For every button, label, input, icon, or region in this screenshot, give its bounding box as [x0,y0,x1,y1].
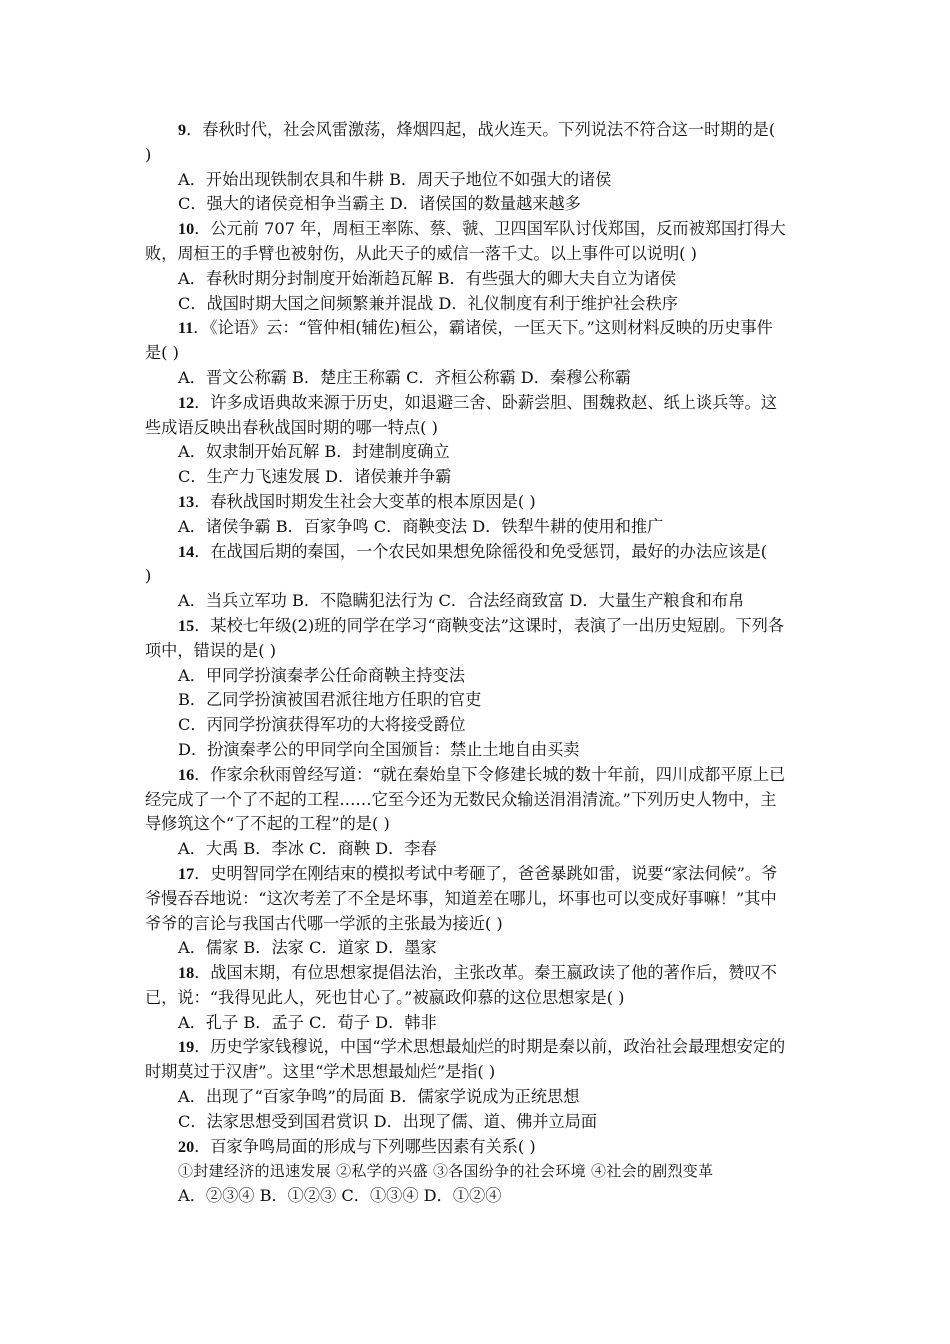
answer-options: A．诸侯争霸 B．百家争鸣 C．商鞅变法 D．铁犁牛耕的使用和推广 [178,516,664,536]
question-text: 爷爷的言论与我国古代哪一学派的主张最为接近( ) [145,913,503,933]
question-stem-continued [145,416,810,441]
question-stem-continued [145,788,810,813]
question-number: 18 [178,964,195,983]
question-text: ．历史学家钱穆说，中国“学术思想最灿烂的时期是秦以前，政治社会最理想安定的 [194,1037,786,1057]
question-number: 12 [178,393,195,412]
question-stem [145,316,810,341]
question-12 [145,391,810,490]
question-stem [145,763,810,788]
question-stem [145,118,810,143]
question-text: ．百家争鸣局面的形成与下列哪些因素有关系( ) [194,1136,536,1156]
question-text: 项中，错误的是( ) [145,640,277,660]
question-number: 14 [178,542,195,561]
answer-options: A．晋文公称霸 B．楚庄王称霸 C．齐桓公称霸 D．秦穆公称霸 [178,367,631,387]
question-number: 17 [178,864,195,883]
question-15 [145,614,810,763]
question-stem [145,391,810,416]
answer-options: C．法家思想受到国君赏识 D．出现了儒、道、佛并立局面 [178,1111,598,1131]
question-stem-continued [145,812,810,837]
question-10 [145,217,810,316]
question-text: 败，周桓王的手臂也被射伤，从此天子的威信一落千丈。以上事件可以说明( ) [145,243,697,263]
question-number: 9 [178,121,187,139]
question-text: ．史明智同学在刚结束的模拟考试中考砸了，爸爸暴跳如雷，说要“家法伺候”。爷 [194,863,778,883]
question-stem [145,217,810,242]
question-text: ．某校七年级(2)班的同学在学习“商鞅变法”这课时，表演了一出历史短剧。下列各 [194,615,785,635]
question-text: ．春秋时代，社会风雷激荡，烽烟四起，战火连天。下列说法不符合这一时期的是( [186,120,776,139]
question-text: 时期莫过于汉唐”。这里“学术思想最灿烂”是指( ) [145,1062,496,1082]
question-number: 16 [178,765,195,784]
question-stem-continued [145,242,810,267]
question-stem [145,1135,810,1160]
answer-options: B．乙同学扮演被国君派往地方任职的官吏 [178,690,482,710]
question-text: 些成语反映出春秋战国时期的哪一特点( ) [145,417,438,437]
question-text: 已，说：“我得见此人，死也甘心了。”被嬴政仰慕的这位思想家是( ) [145,987,625,1007]
question-number: 20 [178,1137,195,1156]
question-text: 经完成了一个了不起的工程……它至今还为无数民众输送涓涓清流。”下列历史人物中，主 [145,789,777,809]
question-text: ) [145,144,152,164]
question-text: ) [145,566,152,586]
question-9 [145,118,810,217]
answer-options: A．当兵立军功 B．不隐瞒犯法行为 C．合法经商致富 D．大量生产粮食和布帛 [178,591,745,611]
question-number: 19 [178,1038,195,1057]
question-stem-continued [145,1060,810,1085]
question-stem [145,540,810,565]
question-stem-continued [145,564,810,589]
question-stem-continued [145,639,810,664]
answer-options: C．战国时期大国之间频繁兼并混战 D．礼仪制度有利于维护社会秩序 [178,293,678,313]
answer-options: C．生产力飞速发展 D．诸侯兼并争霸 [178,467,452,487]
question-18 [145,961,810,1035]
question-stem-continued [145,143,810,168]
answer-options: A．出现了“百家争鸣”的局面 B．儒家学说成为正统思想 [178,1087,580,1107]
question-16 [145,763,810,862]
answer-options: A．甲同学扮演秦孝公任命商鞅主持变法 [178,665,465,685]
question-text: 导修筑这个“了不起的工程”的是( ) [145,814,390,834]
question-stem-continued [145,341,810,366]
question-stem-continued [145,887,810,912]
question-stem-continued [145,986,810,1011]
answer-options: D．扮演秦孝公的甲同学向全国颁旨：禁止土地自由买卖 [178,739,580,759]
question-number: 13 [178,492,195,511]
answer-options: A．儒家 B．法家 C．道家 D．墨家 [178,938,437,958]
question-stem [145,614,810,639]
answer-options: A．②③④ B．①②③ C．①③④ D．①②④ [178,1186,502,1206]
answer-options: C．丙同学扮演获得军功的大将接受爵位 [178,715,466,735]
question-text: ．《论语》云：“管仲相(辅佐)桓公，霸诸侯，一匡天下。”这则材料反映的历史事件 [193,318,773,338]
question-11 [145,316,810,390]
question-text: ．许多成语典故来源于历史，如退避三舍、卧薪尝胆、围魏救赵、纸上谈兵等。这 [194,392,777,412]
question-number: 11 [178,319,194,338]
question-text: ．作家余秋雨曾经写道：“就在秦始皇下令修建长城的数十年前，四川成都平原上已 [194,764,786,784]
question-stem [145,862,810,887]
question-20 [145,1135,810,1209]
answer-options: A．大禹 B．李冰 C．商鞅 D．李春 [178,839,437,859]
answer-options: A．奴隶制开始瓦解 B．封建制度确立 [178,442,450,462]
question-17 [145,862,810,961]
question-13 [145,490,810,540]
question-number: 10 [178,220,195,239]
question-stem-continued [145,912,810,937]
answer-options: A．开始出现铁制农具和牛耕 B．周天子地位不如强大的诸侯 [178,169,612,189]
question-text: ．春秋战国时期发生社会大变革的根本原因是( ) [194,491,536,511]
question-stem [145,1035,810,1060]
question-text: ．在战国后期的秦国，一个农民如果想免除徭役和免受惩罚，最好的办法应该是( [194,541,768,561]
question-text: ．公元前 707 年，周桓王率陈、蔡、虢、卫四国军队讨伐郑国，反而被郑国打得大 [194,219,786,239]
statement-list: ①封建经济的迅速发展 ②私学的兴盛 ③各国纷争的社会环境 ④社会的剧烈变革 [178,1162,714,1181]
answer-options: A．春秋时期分封制度开始渐趋瓦解 B．有些强大的卿大夫自立为诸侯 [178,268,677,288]
question-19 [145,1035,810,1134]
answer-options: C．强大的诸侯竞相争当霸主 D．诸侯国的数量越来越多 [178,194,581,214]
question-text: 是( ) [145,343,179,363]
question-stem [145,490,810,515]
question-text: ．战国末期，有位思想家提倡法治，主张改革。秦王嬴政读了他的著作后，赞叹不 [194,963,777,983]
question-list [145,118,810,1209]
question-14 [145,540,810,614]
answer-options: A．孔子 B．孟子 C．荀子 D．韩非 [178,1012,437,1032]
question-number: 15 [178,616,195,635]
question-text: 爷慢吞吞地说：“这次考差了不全是坏事，知道差在哪儿，坏事也可以变成好事嘛！”其中 [145,888,777,908]
question-stem [145,961,810,986]
